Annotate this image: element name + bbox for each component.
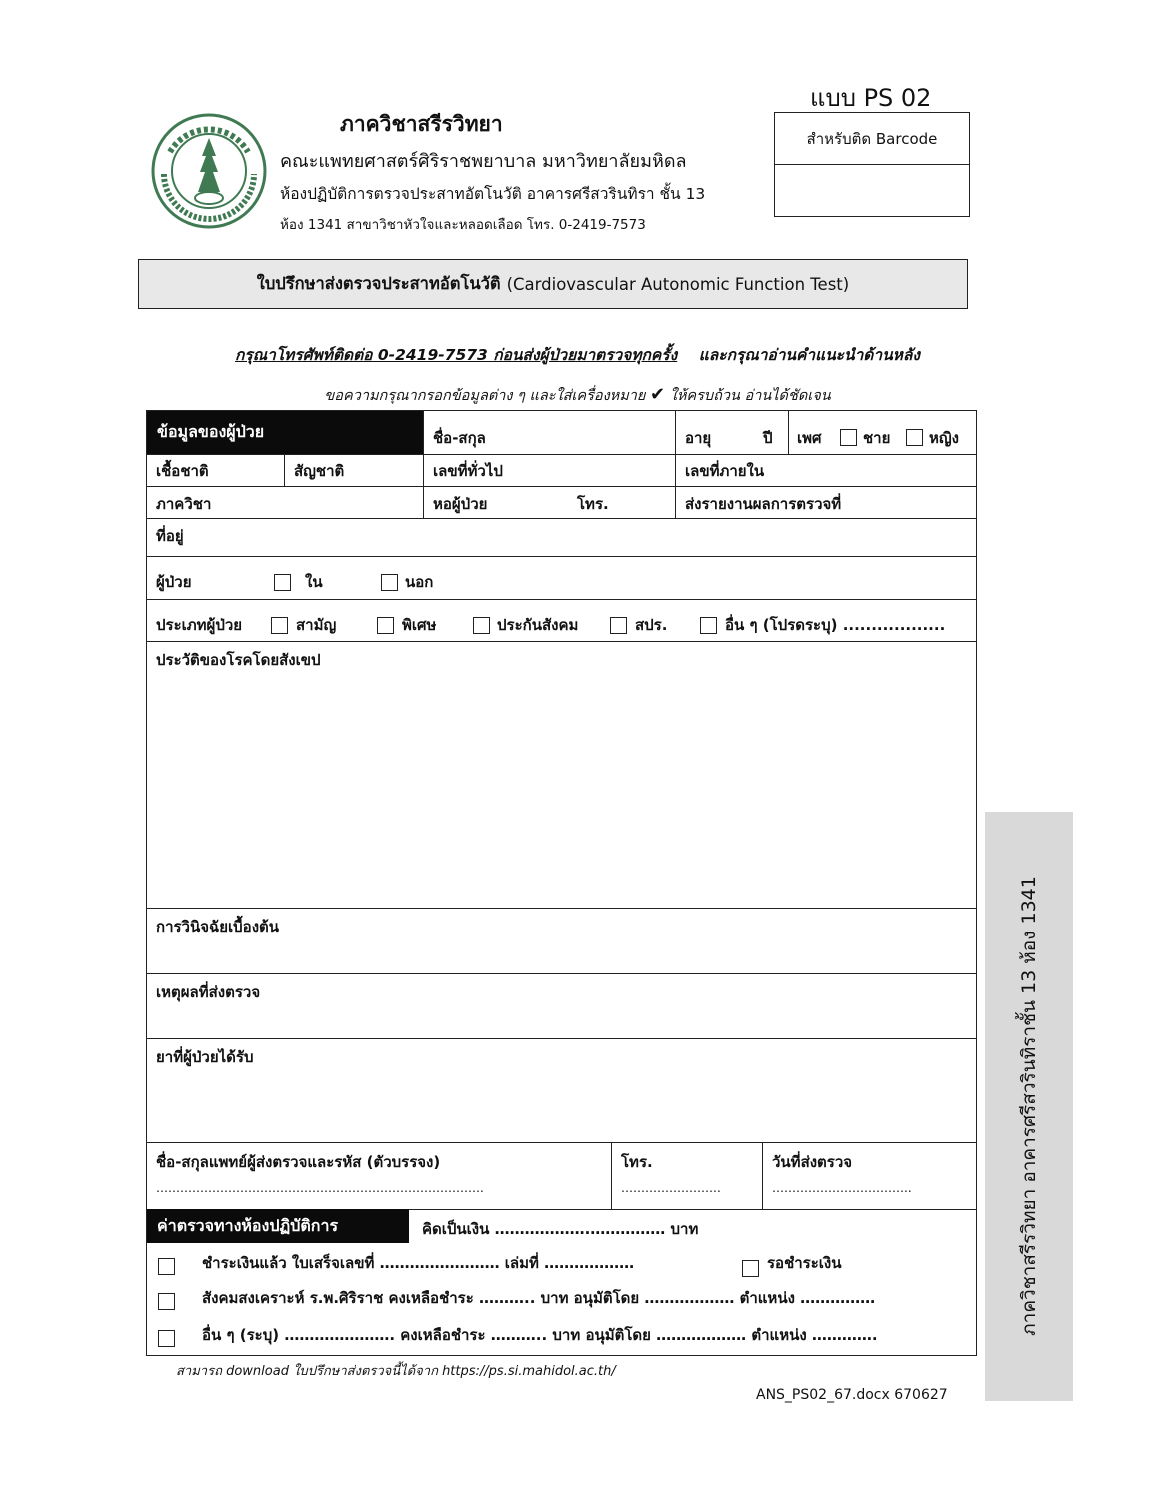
send-date-label: วันที่ส่งตรวจ	[772, 1153, 853, 1171]
form-title	[138, 259, 968, 309]
other-payment-label: อื่น ๆ (ระบุ) …………………. คงเหลือชำระ ……….. บาท อนุมัติโดย ……………… ตำแหน่ง ………….	[202, 1326, 878, 1344]
type-other-label: อื่น ๆ (โปรดระบุ) ..................	[725, 616, 946, 634]
call-notice-underlined: กรุณาโทรศัพท์ติดต่อ 0-2419-7573 ก่อนส่งผู้ป่วยมาตรวจทุกครั้ง	[235, 346, 678, 364]
room-contact: ห้อง 1341 สาขาวิชาหัวใจและหลอดเลือด โทร. 0-2419-7573	[280, 217, 646, 233]
type-special-label: พิเศษ	[402, 616, 437, 634]
doctor-tel-dots[interactable]: …………………….	[621, 1181, 721, 1195]
form-title-english: (Cardiovascular Autonomic Function Test)	[506, 274, 850, 294]
type-common-label: สามัญ	[296, 616, 337, 634]
female-label: หญิง	[929, 429, 959, 447]
patient-form	[146, 410, 977, 1356]
faculty-name: คณะแพทยศาสตร์ศิริราชพยาบาล มหาวิทยาลัยมหิดล	[280, 151, 687, 172]
document-id: ANS_PS02_67.docx 670627	[756, 1387, 948, 1403]
report-to-label: ส่งรายงานผลการตรวจที่	[685, 495, 842, 513]
send-date-dots[interactable]: ……………………………..	[772, 1181, 912, 1195]
side-tab-text: ภาควิชาสรีรวิทยา อาคารศรีสวรินทิราชั้น 13 ห้อง 1341	[1018, 876, 1040, 1336]
male-checkbox[interactable]	[840, 429, 857, 446]
type-nhso-checkbox[interactable]	[610, 617, 627, 634]
history-label: ประวัติของโรคโดยสังเขป	[156, 651, 321, 669]
female-checkbox[interactable]	[906, 429, 923, 446]
form-title-thai: ใบปรึกษาส่งตรวจประสาทอัตโนวัติ	[256, 274, 501, 293]
department-name: ภาควิชาสรีรวิทยา	[340, 112, 503, 136]
fill-instruction	[0, 384, 1155, 407]
age-label: อายุ	[685, 429, 712, 447]
call-notice	[0, 342, 1155, 367]
barcode-box	[774, 112, 970, 217]
race-label: เชื้อชาติ	[156, 462, 209, 480]
name-label: ชื่อ-สกุล	[433, 429, 486, 447]
patient-type-label: ประเภทผู้ป่วย	[156, 616, 243, 634]
pending-label: รอชำระเงิน	[767, 1254, 842, 1272]
call-notice-rest: และกรุณาอ่านคำแนะนำด้านหลัง	[698, 346, 920, 364]
sex-label: เพศ	[797, 429, 822, 447]
reason-label: เหตุผลที่ส่งตรวจ	[156, 983, 261, 1001]
address-label: ที่อยู่	[156, 527, 184, 545]
instruction-before: ขอความกรุณากรอกข้อมูลต่าง ๆ และใส่เครื่องหมาย	[324, 388, 646, 404]
check-mark-icon: ✔	[650, 384, 666, 405]
diagnosis-label: การวินิจฉัยเบื้องต้น	[156, 918, 280, 936]
ward-label: หอผู้ป่วย	[433, 495, 488, 513]
social-welfare-checkbox[interactable]	[158, 1293, 175, 1310]
doctor-tel-label: โทร.	[621, 1153, 653, 1171]
social-welfare-label: สังคมสงเคราะห์ ร.พ.ศิริราช คงเหลือชำระ ……….. บาท อนุมัติโดย ……………… ตำแหน่ง ……………	[202, 1289, 876, 1307]
medication-label: ยาที่ผู้ป่วยได้รับ	[156, 1048, 254, 1066]
type-other-checkbox[interactable]	[700, 617, 717, 634]
outpatient-checkbox[interactable]	[381, 574, 398, 591]
male-label: ชาย	[863, 429, 891, 447]
type-social-checkbox[interactable]	[473, 617, 490, 634]
download-note: สามารถ download ใบปรึกษาส่งตรวจนี้ได้จาก https://ps.si.mahidol.ac.th/	[176, 1364, 616, 1379]
form-code: แบบ PS 02	[810, 84, 932, 112]
nationality-label: สัญชาติ	[294, 462, 345, 480]
doctor-dots[interactable]: ……………………………………………………………………….	[156, 1181, 484, 1195]
lab-fee-header: ค่าตรวจทางห้องปฏิบัติการ	[147, 1209, 409, 1243]
side-tab	[985, 812, 1073, 1401]
barcode-label: สำหรับติด Barcode	[775, 113, 969, 165]
type-common-checkbox[interactable]	[271, 617, 288, 634]
internal-number-label: เลขที่ภายใน	[685, 462, 765, 480]
pending-checkbox[interactable]	[742, 1260, 759, 1277]
patient-category-label: ผู้ป่วย	[156, 573, 192, 591]
general-number-label: เลขที่ทั่วไป	[433, 462, 503, 480]
paid-label: ชำระเงินแล้ว ใบเสร็จเลขที่ …………………… เล่มที่ ………………	[202, 1254, 635, 1272]
instruction-after: ให้ครบถ้วน อ่านได้ชัดเจน	[669, 388, 831, 404]
lab-location: ห้องปฏิบัติการตรวจประสาทอัตโนวัติ อาคารศรีสวรินทิรา ชั้น 13	[280, 185, 706, 203]
year-label: ปี	[763, 429, 773, 447]
inpatient-checkbox[interactable]	[274, 574, 291, 591]
inpatient-label: ใน	[305, 573, 323, 591]
doctor-label: ชื่อ-สกุลแพทย์ผู้ส่งตรวจและรหัส (ตัวบรรจง)	[156, 1153, 441, 1171]
paid-checkbox[interactable]	[158, 1258, 175, 1275]
type-social-label: ประกันสังคม	[497, 616, 579, 634]
lab-fee-amount: คิดเป็นเงิน ……………….…………… บาท	[422, 1220, 699, 1238]
outpatient-label: นอก	[405, 573, 434, 591]
type-nhso-label: สปร.	[635, 616, 668, 634]
other-payment-checkbox[interactable]	[158, 1330, 175, 1347]
ward-tel-label: โทร.	[577, 495, 609, 513]
department-label: ภาควิชา	[156, 495, 212, 513]
faculty-logo	[150, 112, 268, 230]
patient-info-header: ข้อมูลของผู้ป่วย	[147, 411, 423, 454]
type-special-checkbox[interactable]	[377, 617, 394, 634]
